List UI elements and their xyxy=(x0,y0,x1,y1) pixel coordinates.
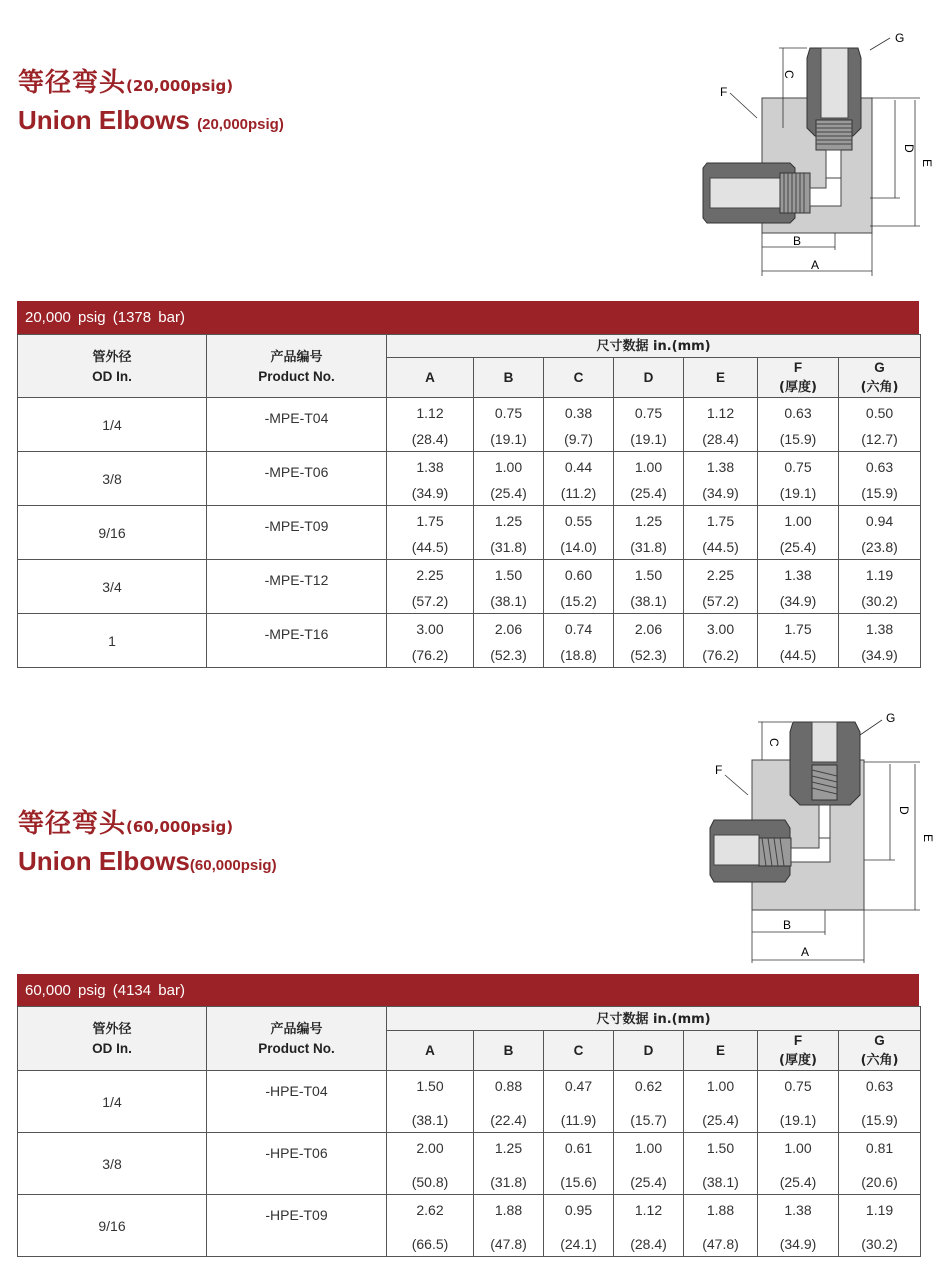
dimension-cell xyxy=(839,614,921,668)
mm-value: (19.1) xyxy=(490,430,527,447)
left-bore-60k xyxy=(714,835,759,865)
dimension-cell xyxy=(544,560,614,614)
mm-value: (28.4) xyxy=(630,1235,667,1252)
dimension-cell xyxy=(684,1071,758,1133)
dimension-cell xyxy=(387,1133,474,1195)
inch-value: 0.88 xyxy=(494,1077,523,1094)
col-b: B xyxy=(474,358,544,398)
spec-table-60k-body xyxy=(18,1071,921,1257)
dimension-cell xyxy=(614,1195,684,1257)
dimension-cell xyxy=(684,1133,758,1195)
label-d: D xyxy=(902,144,916,153)
od-en: OD In. xyxy=(92,368,132,384)
dimension-cell xyxy=(758,1133,839,1195)
inch-value: 1.00 xyxy=(784,1139,812,1156)
col-g-sub-60k: (六角) xyxy=(860,1053,899,1068)
mm-value: (31.8) xyxy=(490,1173,527,1190)
spec-table-20k xyxy=(17,334,921,668)
section1-title-en xyxy=(18,105,284,136)
dimension-cell xyxy=(544,1195,614,1257)
dimension-cell xyxy=(544,1133,614,1195)
col-e: E xyxy=(684,358,758,398)
mm-value: (31.8) xyxy=(490,538,527,555)
table-row xyxy=(18,1071,921,1133)
product-no-cell: -HPE-T06 xyxy=(207,1133,387,1195)
inch-value: 1.38 xyxy=(416,458,444,475)
col-g-sub: (六角) xyxy=(860,380,899,395)
table-row xyxy=(18,560,921,614)
inch-value: 1.38 xyxy=(865,620,894,637)
dimension-cell xyxy=(387,614,474,668)
mm-value: (38.1) xyxy=(702,1173,739,1190)
dimension-cell xyxy=(684,398,758,452)
pn-cn-60k: 产品编号 xyxy=(270,1022,323,1037)
inch-value: 0.62 xyxy=(634,1077,663,1094)
mm-value: (24.1) xyxy=(560,1235,597,1252)
dimension-cell xyxy=(474,1071,544,1133)
col-od-header xyxy=(18,335,207,398)
col-a: A xyxy=(387,358,474,398)
dimension-cell xyxy=(614,1071,684,1133)
inch-value: 1.00 xyxy=(494,458,523,475)
dimension-cell xyxy=(684,506,758,560)
pressure-band-20k xyxy=(17,301,919,334)
dimension-cell xyxy=(758,1071,839,1133)
od-cell: 1 xyxy=(18,614,207,668)
dims-header-60k xyxy=(387,1007,921,1031)
mm-value: (52.3) xyxy=(490,646,527,663)
inch-value: 0.63 xyxy=(784,404,812,421)
inch-value: 1.12 xyxy=(416,404,444,421)
mm-value: (18.8) xyxy=(560,646,597,663)
left-bore xyxy=(710,178,780,208)
inch-value: 1.19 xyxy=(865,566,894,583)
pn-en-60k: Product No. xyxy=(258,1041,335,1056)
od-cell: 1/4 xyxy=(18,1071,207,1133)
dimension-cell xyxy=(544,614,614,668)
mm-value: (28.4) xyxy=(702,430,739,447)
label-c: C xyxy=(782,70,796,79)
mm-value: (34.9) xyxy=(779,592,817,609)
section2-title-cn-text: 等径弯头 xyxy=(18,809,127,839)
inch-value: 1.25 xyxy=(494,512,523,529)
mm-value: (12.7) xyxy=(861,430,898,447)
dimension-cell xyxy=(839,1195,921,1257)
inch-value: 0.74 xyxy=(564,620,593,637)
dimension-cell xyxy=(758,614,839,668)
inch-value: 1.88 xyxy=(494,1201,523,1218)
dimension-cell xyxy=(684,452,758,506)
col-od-header-60k xyxy=(18,1007,207,1071)
col-pn-header xyxy=(207,335,387,398)
od-cn-60k: 管外径 xyxy=(92,1022,132,1037)
label-b-60k: B xyxy=(783,918,792,932)
section2-title-cn-pressure: (60,000psig) xyxy=(126,818,234,836)
mm-value: (34.9) xyxy=(702,484,739,501)
dimension-cell xyxy=(758,398,839,452)
inch-value: 1.12 xyxy=(634,1201,663,1218)
inch-value: 1.00 xyxy=(706,1077,735,1094)
col-d: D xyxy=(614,358,684,398)
dimension-cell xyxy=(387,398,474,452)
inch-value: 0.95 xyxy=(564,1201,593,1218)
dimension-cell xyxy=(544,452,614,506)
dimension-cell xyxy=(387,506,474,560)
product-no-cell: -MPE-T16 xyxy=(207,614,387,668)
mm-value: (15.2) xyxy=(560,592,597,609)
label-e-60k: E xyxy=(921,834,935,843)
table-row xyxy=(18,1133,921,1195)
inch-value: 0.63 xyxy=(865,1077,894,1094)
pn-cn: 产品编号 xyxy=(270,349,323,365)
dimension-cell xyxy=(839,1071,921,1133)
product-no-cell: -HPE-T04 xyxy=(207,1071,387,1133)
inch-value: 3.00 xyxy=(416,620,444,637)
mm-value: (52.3) xyxy=(630,646,667,663)
mm-value: (76.2) xyxy=(411,646,449,663)
mm-value: (20.6) xyxy=(861,1173,898,1190)
col-g xyxy=(839,358,921,398)
dimension-cell xyxy=(614,614,684,668)
mm-value: (15.9) xyxy=(861,484,898,501)
od-cell: 9/16 xyxy=(18,1195,207,1257)
dimension-cell xyxy=(614,398,684,452)
spec-table-20k-body xyxy=(18,398,921,668)
product-no-cell: -MPE-T12 xyxy=(207,560,387,614)
od-cn: 管外径 xyxy=(92,349,132,365)
product-no-cell: -MPE-T06 xyxy=(207,452,387,506)
dimension-cell xyxy=(614,452,684,506)
inch-value: 1.00 xyxy=(634,458,663,475)
mm-value: (14.0) xyxy=(560,538,597,555)
inch-value: 0.50 xyxy=(865,404,894,421)
section2-title-en xyxy=(18,846,277,877)
inch-value: 1.25 xyxy=(494,1139,523,1156)
table-row xyxy=(18,614,921,668)
pn-en: Product No. xyxy=(258,368,335,384)
dimension-cell xyxy=(684,1195,758,1257)
dimension-cell xyxy=(758,506,839,560)
inch-value: 2.00 xyxy=(416,1139,444,1156)
dimension-cell xyxy=(614,560,684,614)
inch-value: 2.06 xyxy=(634,620,663,637)
col-d-60k: D xyxy=(614,1031,684,1071)
inch-value: 0.75 xyxy=(784,1077,812,1094)
inch-value: 0.75 xyxy=(494,404,523,421)
dimension-cell xyxy=(387,560,474,614)
dimension-cell xyxy=(758,452,839,506)
col-f-label: F xyxy=(793,360,803,375)
inch-value: 1.75 xyxy=(416,512,444,529)
dimension-cell xyxy=(387,1071,474,1133)
col-g-60k xyxy=(839,1031,921,1071)
inch-value: 1.19 xyxy=(865,1201,894,1218)
mm-value: (19.1) xyxy=(630,430,667,447)
mm-value: (25.4) xyxy=(779,1173,817,1190)
inch-value: 2.25 xyxy=(416,566,444,583)
mm-value: (76.2) xyxy=(702,646,739,663)
inch-value: 2.25 xyxy=(706,566,735,583)
mm-value: (38.1) xyxy=(630,592,667,609)
inch-value: 1.50 xyxy=(416,1077,444,1094)
mm-value: (30.2) xyxy=(861,592,898,609)
label-b: B xyxy=(793,234,802,248)
table-row xyxy=(18,1195,921,1257)
od-cell: 3/8 xyxy=(18,452,207,506)
inch-value: 0.75 xyxy=(784,458,812,475)
dims-header xyxy=(387,335,921,358)
dimension-cell xyxy=(474,1133,544,1195)
product-no-cell: -MPE-T04 xyxy=(207,398,387,452)
od-cell: 9/16 xyxy=(18,506,207,560)
dimension-cell xyxy=(474,398,544,452)
mm-value: (25.4) xyxy=(630,1173,667,1190)
col-c: C xyxy=(544,358,614,398)
inch-value: 0.81 xyxy=(865,1139,894,1156)
dimension-cell xyxy=(758,1195,839,1257)
table-row xyxy=(18,506,921,560)
label-g: G xyxy=(895,31,905,45)
inch-value: 1.38 xyxy=(706,458,735,475)
pressure-band-20k-text: 20,000 psig (1378 bar) xyxy=(25,309,185,326)
mm-value: (15.9) xyxy=(779,430,817,447)
section1-title-en-pressure: (20,000psig) xyxy=(197,116,284,133)
section1-title-cn-text: 等径弯头 xyxy=(18,68,127,98)
mm-value: (38.1) xyxy=(411,1111,449,1128)
inch-value: 3.00 xyxy=(706,620,735,637)
mm-value: (11.9) xyxy=(560,1111,597,1128)
od-cell: 3/8 xyxy=(18,1133,207,1195)
col-f-sub: (厚度) xyxy=(779,380,817,395)
dimension-cell xyxy=(474,506,544,560)
mm-value: (31.8) xyxy=(630,538,667,555)
inch-value: 0.61 xyxy=(564,1139,593,1156)
mm-value: (47.8) xyxy=(490,1235,527,1252)
pressure-band-60k-text: 60,000 psig (4134 bar) xyxy=(25,981,185,999)
dimension-cell xyxy=(474,452,544,506)
inch-value: 1.00 xyxy=(784,512,812,529)
dimension-cell xyxy=(839,452,921,506)
mm-value: (44.5) xyxy=(702,538,739,555)
inch-value: 2.06 xyxy=(494,620,523,637)
inch-value: 1.38 xyxy=(784,1201,812,1218)
mm-value: (30.2) xyxy=(861,1235,898,1252)
pressure-band-60k xyxy=(17,974,919,1006)
col-f-60k xyxy=(758,1031,839,1071)
union-elbow-diagram-20k xyxy=(695,28,935,278)
mm-value: (25.4) xyxy=(490,484,527,501)
dimension-cell xyxy=(684,560,758,614)
section2-title-en-text: Union Elbows xyxy=(18,846,190,876)
inch-value: 0.55 xyxy=(564,512,593,529)
section1-title-cn xyxy=(18,62,233,99)
dimension-cell xyxy=(684,614,758,668)
dimension-cell xyxy=(474,1195,544,1257)
table-row xyxy=(18,398,921,452)
label-f: F xyxy=(720,85,728,99)
inch-value: 0.38 xyxy=(564,404,593,421)
product-no-cell: -HPE-T09 xyxy=(207,1195,387,1257)
inch-value: 1.50 xyxy=(634,566,663,583)
mm-value: (25.4) xyxy=(630,484,667,501)
mm-value: (44.5) xyxy=(411,538,449,555)
mm-value: (25.4) xyxy=(779,538,817,555)
section1-title-en-text: Union Elbows xyxy=(18,105,190,135)
inch-value: 1.75 xyxy=(706,512,735,529)
mm-value: (34.9) xyxy=(779,1235,817,1252)
mm-value: (57.2) xyxy=(411,592,449,609)
label-a: A xyxy=(811,258,820,272)
inch-value: 0.94 xyxy=(865,512,894,529)
mm-value: (57.2) xyxy=(702,592,739,609)
mm-value: (66.5) xyxy=(411,1235,449,1252)
od-en-60k: OD In. xyxy=(92,1041,132,1056)
col-g-label-60k: G xyxy=(874,1033,885,1048)
label-d-60k: D xyxy=(897,806,911,815)
mm-value: (25.4) xyxy=(702,1111,739,1128)
section2-title-en-pressure: (60,000psig) xyxy=(189,857,277,874)
col-c-60k: C xyxy=(544,1031,614,1071)
top-bore xyxy=(821,48,848,118)
union-elbow-diagram-60k xyxy=(700,710,935,965)
mm-value: (15.6) xyxy=(560,1173,597,1190)
mm-value: (19.1) xyxy=(779,1111,817,1128)
table-row xyxy=(18,452,921,506)
od-cell: 1/4 xyxy=(18,398,207,452)
inch-value: 1.88 xyxy=(706,1201,735,1218)
inch-value: 1.38 xyxy=(784,566,812,583)
dimension-cell xyxy=(839,560,921,614)
inch-value: 0.44 xyxy=(564,458,593,475)
mm-value: (9.7) xyxy=(564,430,593,447)
dimension-cell xyxy=(544,1071,614,1133)
mm-value: (34.9) xyxy=(411,484,449,501)
top-bore-60k xyxy=(812,722,837,762)
inch-value: 1.12 xyxy=(706,404,735,421)
label-e: E xyxy=(920,159,934,168)
mm-value: (28.4) xyxy=(411,430,449,447)
dims-text: 尺寸数据 in.(mm) xyxy=(596,339,711,354)
inch-value: 0.63 xyxy=(865,458,894,475)
section2-title-cn xyxy=(18,803,233,840)
dimension-cell xyxy=(544,506,614,560)
mm-value: (19.1) xyxy=(779,484,817,501)
label-c-60k: C xyxy=(767,738,781,747)
dimension-cell xyxy=(387,452,474,506)
mm-value: (50.8) xyxy=(411,1173,449,1190)
inch-value: 0.75 xyxy=(634,404,663,421)
mm-value: (44.5) xyxy=(779,646,817,663)
mm-value: (11.2) xyxy=(560,484,597,501)
dimension-cell xyxy=(474,560,544,614)
inch-value: 0.47 xyxy=(564,1077,593,1094)
col-b-60k: B xyxy=(474,1031,544,1071)
section1-title-cn-pressure: (20,000psig) xyxy=(126,77,234,95)
inch-value: 1.00 xyxy=(634,1139,663,1156)
dims-text-60k: 尺寸数据 in.(mm) xyxy=(596,1011,711,1027)
label-g-60k: G xyxy=(886,711,896,725)
label-f-60k: F xyxy=(715,763,723,777)
col-g-label: G xyxy=(874,360,885,375)
inch-value: 1.50 xyxy=(494,566,523,583)
mm-value: (23.8) xyxy=(861,538,898,555)
dimension-cell xyxy=(839,1133,921,1195)
od-cell: 3/4 xyxy=(18,560,207,614)
col-f-label-60k: F xyxy=(793,1033,803,1048)
dimension-cell xyxy=(839,398,921,452)
inch-value: 1.25 xyxy=(634,512,663,529)
inch-value: 1.50 xyxy=(706,1139,735,1156)
mm-value: (22.4) xyxy=(490,1111,527,1128)
dimension-cell xyxy=(614,506,684,560)
col-f xyxy=(758,358,839,398)
product-no-cell: -MPE-T09 xyxy=(207,506,387,560)
col-e-60k: E xyxy=(684,1031,758,1071)
inch-value: 0.60 xyxy=(564,566,593,583)
label-a-60k: A xyxy=(801,945,810,959)
col-a-60k: A xyxy=(387,1031,474,1071)
col-pn-header-60k xyxy=(207,1007,387,1071)
dimension-cell xyxy=(544,398,614,452)
dimension-cell xyxy=(614,1133,684,1195)
spec-table-60k xyxy=(17,1006,921,1257)
dimension-cell xyxy=(387,1195,474,1257)
dimension-cell xyxy=(839,506,921,560)
dimension-cell xyxy=(474,614,544,668)
inch-value: 2.62 xyxy=(416,1201,444,1218)
mm-value: (38.1) xyxy=(490,592,527,609)
mm-value: (15.7) xyxy=(630,1111,667,1128)
mm-value: (47.8) xyxy=(702,1235,739,1252)
mm-value: (15.9) xyxy=(861,1111,898,1128)
col-f-sub-60k: (厚度) xyxy=(779,1053,817,1068)
dimension-cell xyxy=(758,560,839,614)
inch-value: 1.75 xyxy=(784,620,812,637)
mm-value: (34.9) xyxy=(861,646,898,663)
